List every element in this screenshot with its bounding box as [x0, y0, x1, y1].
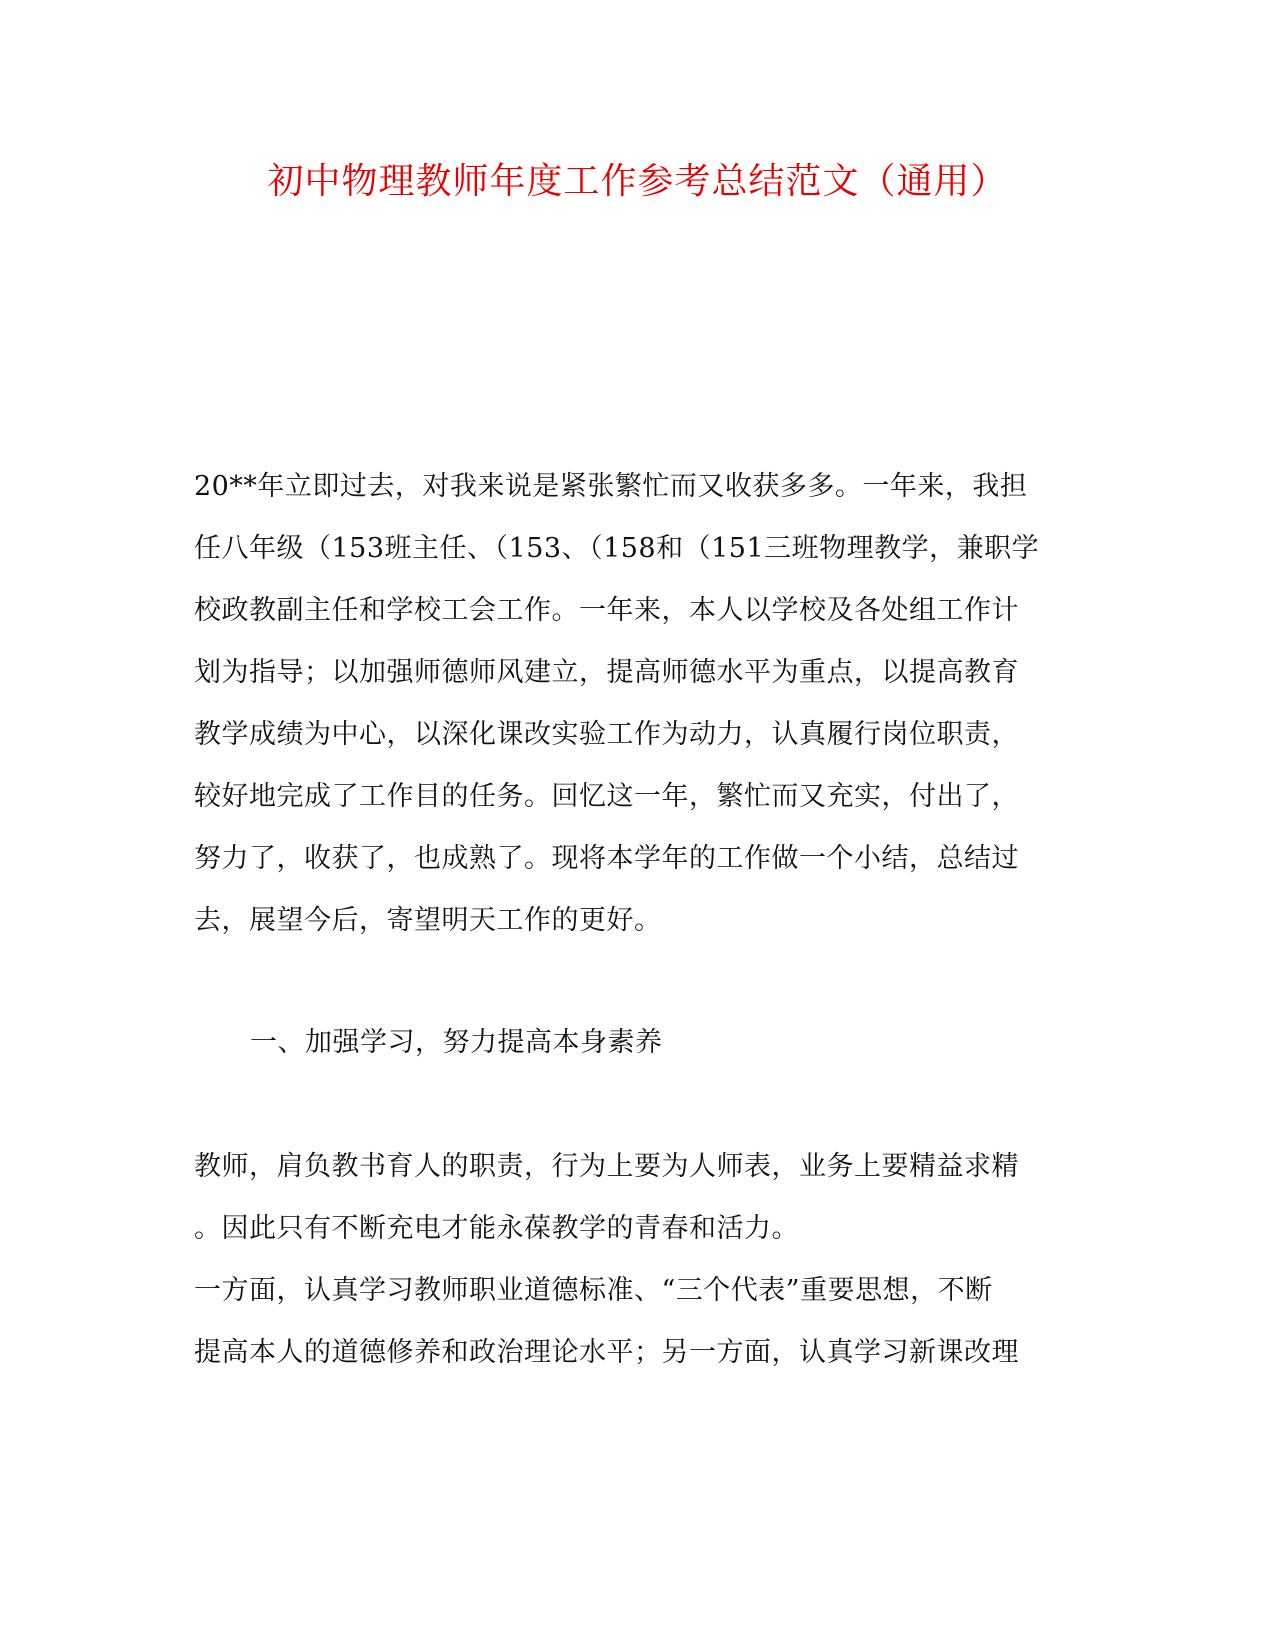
- section-1-heading: 一、加强学习，努力提高本身素养: [250, 1027, 663, 1058]
- paragraph-1-line-6: 较好地完成了工作目的任务。回忆这一年，繁忙而又充实，付出了，: [194, 781, 1019, 812]
- document-title: 初中物理教师年度工作参考总结范文（通用）: [267, 161, 1008, 202]
- paragraph-1-line-8: 去，展望今后，寄望明天工作的更好。: [194, 905, 662, 936]
- paragraph-2-line-2: 。因此只有不断充电才能永葆教学的青春和活力。: [194, 1213, 799, 1244]
- paragraph-2-line-1: 教师，肩负教书育人的职责，行为上要为人师表，业务上要精益求精: [194, 1151, 1019, 1182]
- paragraph-1-line-2: 任八年级（153班主任、（153、（158和（151三班物理教学，兼职学: [194, 533, 1040, 564]
- paragraph-3-line-2: 提高本人的道德修养和政治理论水平；另一方面，认真学习新课改理: [194, 1337, 1019, 1368]
- paragraph-1-line-1: 20**年立即过去，对我来说是紧张繁忙而又收获多多。一年来，我担: [194, 471, 1028, 502]
- paragraph-1-line-5: 教学成绩为中心，以深化课改实验工作为动力，认真履行岗位职责，: [194, 719, 1019, 750]
- paragraph-1-line-3: 校政教副主任和学校工会工作。一年来，本人以学校及各处组工作计: [194, 595, 1019, 626]
- paragraph-1-line-7: 努力了，收获了，也成熟了。现将本学年的工作做一个小结，总结过: [194, 843, 1019, 874]
- paragraph-1-line-4: 划为指导；以加强师德师风建立，提高师德水平为重点，以提高教育: [194, 657, 1019, 688]
- paragraph-3-line-1: 一方面，认真学习教师职业道德标准、“三个代表”重要思想，不断: [194, 1275, 993, 1306]
